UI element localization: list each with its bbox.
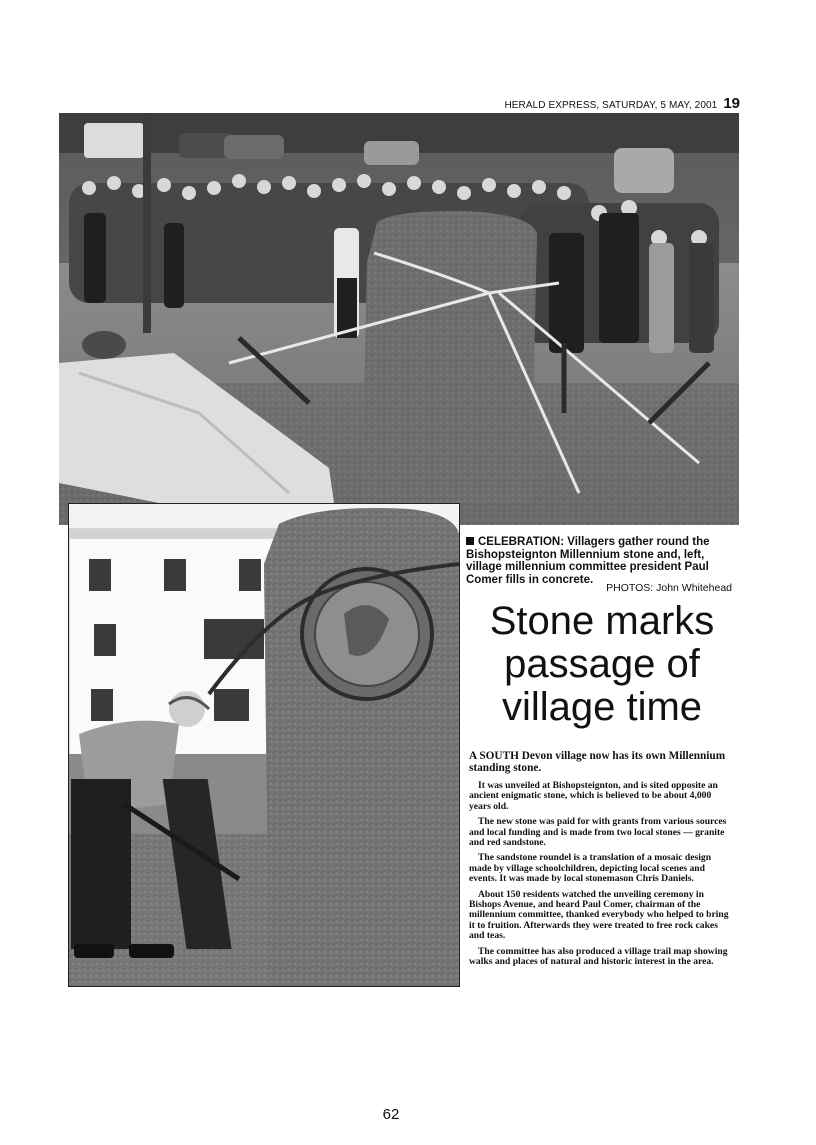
photo-caption <box>466 536 734 586</box>
article-paragraph: The sandstone roundel is a translation of a mosaic design made by village schoolchildren, depicting local scenes and events. It was made by local stonemason Chris Daniels. <box>469 852 712 885</box>
page-header <box>470 95 740 115</box>
photo-crowd-illustration <box>59 113 739 525</box>
headline-line: Stone marks <box>489 599 715 643</box>
photo-concrete <box>68 503 460 987</box>
headline-line: passage of <box>504 642 700 686</box>
photo-credit: PHOTOS: John Whitehead <box>606 582 732 594</box>
article-paragraph: The committee has also produced a village trail map showing walks and places of natural and historic interest in the area. <box>469 945 728 968</box>
headline-line: village time <box>501 685 703 729</box>
caption-bullet-icon <box>466 537 474 545</box>
photo-concrete-illustration <box>69 504 459 986</box>
article-paragraph: A SOUTH Devon village now has its own Millennium standing stone. <box>469 750 726 774</box>
headline <box>466 600 738 729</box>
publication-date: HERALD EXPRESS, SATURDAY, 5 MAY, 2001 <box>504 100 718 111</box>
newspaper-page-number: 19 <box>723 95 740 112</box>
photo-crowd-stone <box>59 113 739 525</box>
article-body <box>469 750 735 973</box>
article-paragraph: About 150 residents watched the unveiling ceremony in Bishops Avenue, and heard Paul Comer, chairman of the millennium committee, thanked everybody who helped to bring it to fruition. Afterwards they were treated to free rock cakes and teas. <box>469 888 729 942</box>
caption-text: CELEBRATION: Villagers gather round the Bishopsteignton Millennium stone and, left, village millennium committee president Paul Comer fills in concrete. <box>466 536 710 586</box>
page-number: 62 <box>382 1106 400 1123</box>
article-paragraph: The new stone was paid for with grants from various sources and local funding and is made from two local stones — granite and red sandstone. <box>469 816 727 849</box>
article-paragraph: It was unveiled at Bishopsteignton, and is sited opposite an ancient enigmatic stone, which is believed to be about 4,000 years old. <box>469 780 718 812</box>
